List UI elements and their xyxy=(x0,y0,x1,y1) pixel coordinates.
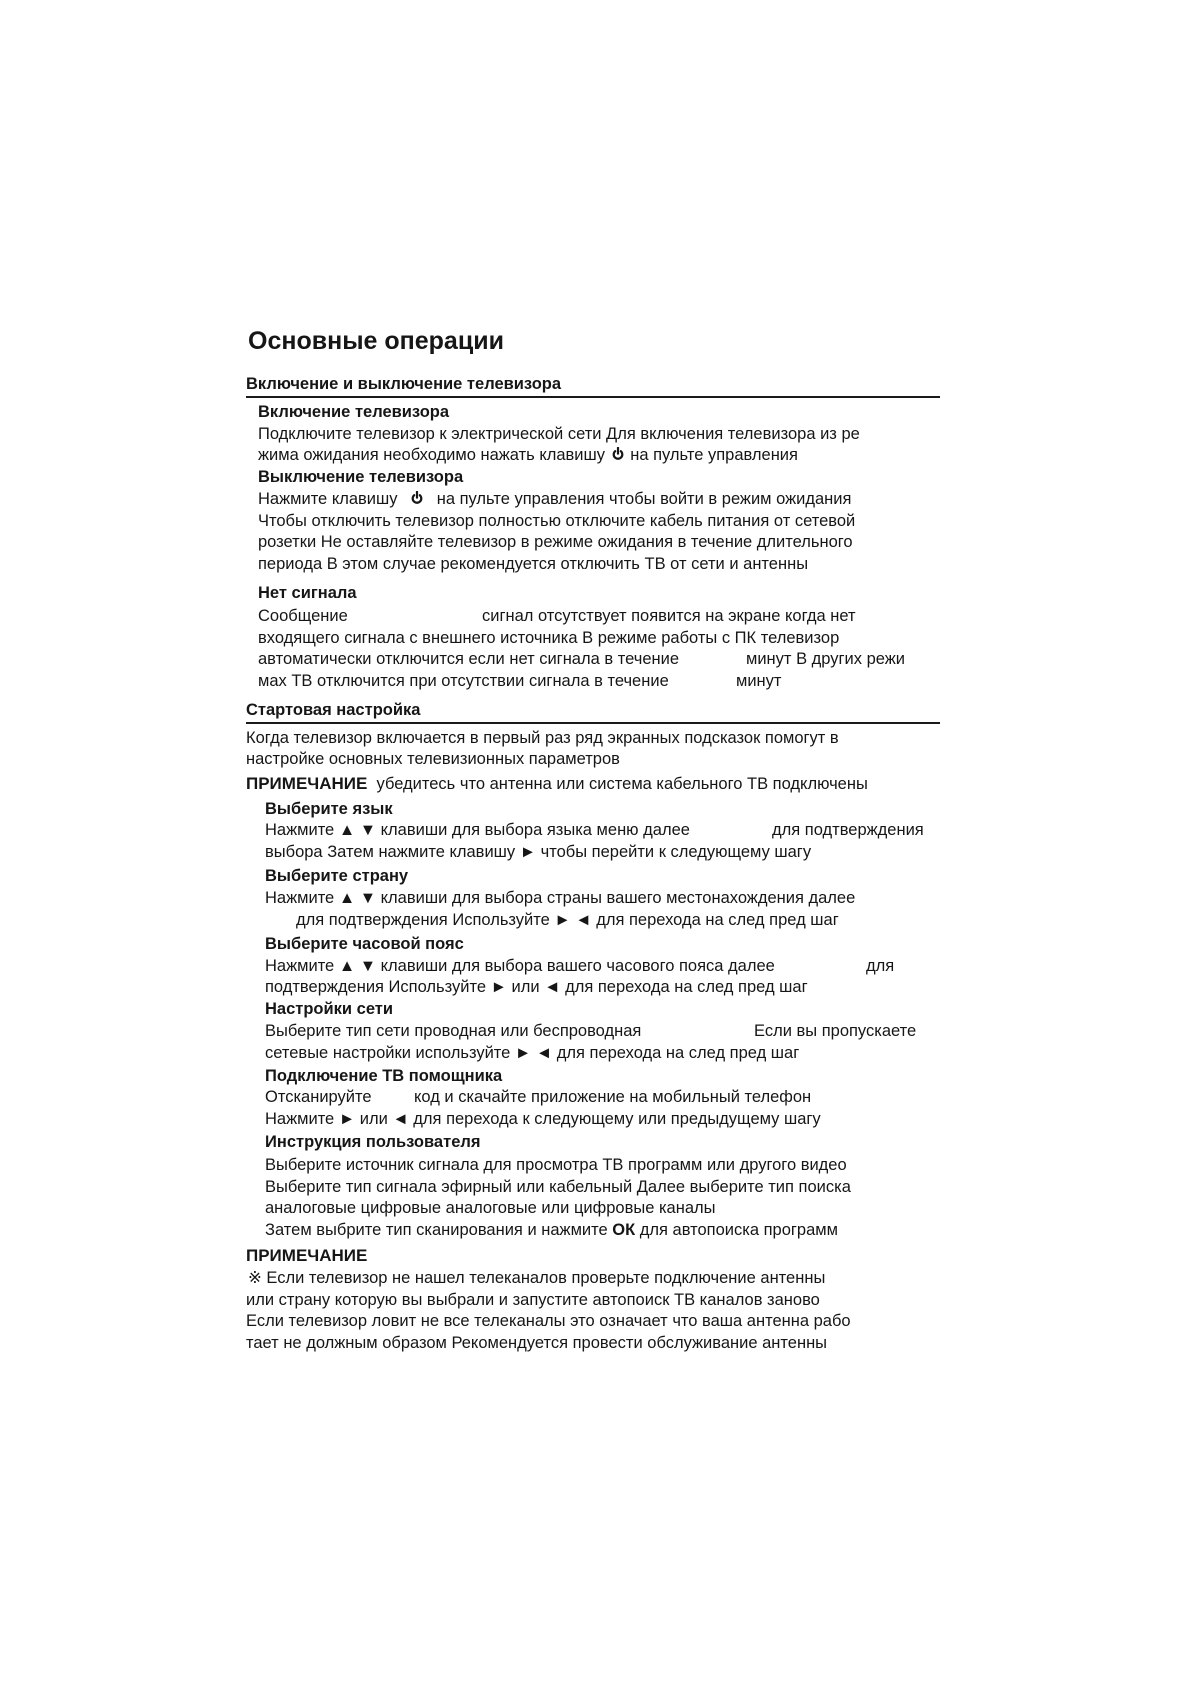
power-off-text: на пульте управления чтобы войти в режим ожидания xyxy=(436,490,852,508)
setup-intro-line: Когда телевизор включается в первый раз ряд экранных подсказок помогут в xyxy=(246,729,839,747)
tv-assistant-line: Нажмите ► или ◄ для перехода к следующему или предыдущему шагу xyxy=(265,1110,821,1128)
timezone-line: подтверждения Используйте ► или ◄ для перехода на след пред шаг xyxy=(265,978,808,996)
power-icon xyxy=(411,491,423,505)
note-line: ※ Если телевизор не нашел телеканалов проверьте подключение антенны xyxy=(248,1269,826,1287)
power-on-text: жима ожидания необходимо нажать клавишу xyxy=(258,446,606,464)
note-heading: ПРИМЕЧАНИЕ xyxy=(246,1246,368,1265)
subheading-timezone: Выберите часовой пояс xyxy=(265,935,464,953)
note-line: тает не должным образом Рекомендуется провести обслуживание антенны xyxy=(246,1334,828,1352)
power-off-line xyxy=(258,489,851,511)
user-guide-text: Затем выбрите тип сканирования и нажмите xyxy=(265,1221,608,1239)
power-on-line xyxy=(258,445,798,467)
network-line: сетевые настройки используйте ► ◄ для перехода на след пред шаг xyxy=(265,1044,800,1062)
subheading-network: Настройки сети xyxy=(265,1000,393,1018)
subheading-power-on: Включение телевизора xyxy=(258,403,450,421)
note-line xyxy=(246,773,868,796)
note-line: Если телевизор ловит не все телеканалы это означает что ваша антенна рабо xyxy=(246,1312,851,1330)
power-on-text: на пульте управления xyxy=(630,446,798,464)
no-signal-line: Сообщение xyxy=(258,607,348,625)
subheading-language: Выберите язык xyxy=(265,800,393,818)
language-line: выбора Затем нажмите клавишу ► чтобы перейти к следующему шагу xyxy=(265,843,812,861)
network-line: Выберите тип сети проводная или беспроводная xyxy=(265,1022,642,1040)
no-signal-line: минут В других режи xyxy=(746,650,906,668)
no-signal-line: автоматически отключится если нет сигнала в течение xyxy=(258,650,679,668)
timezone-line: Нажмите ▲ ▼ клавиши для выбора вашего часового пояса далее xyxy=(265,957,775,975)
setup-intro-line: настройке основных телевизионных параметров xyxy=(246,750,620,768)
power-off-line: розетки Не оставляйте телевизор в режиме ожидания в течение длительного xyxy=(258,533,853,551)
timezone-line: для xyxy=(866,957,895,975)
subheading-country: Выберите страну xyxy=(265,867,409,885)
section-heading-setup: Стартовая настройка xyxy=(246,700,940,724)
note-line: или страну которую вы выбрали и запустите автопоиск ТВ каналов заново xyxy=(246,1291,820,1309)
user-guide-line: аналоговые цифровые аналоговые или цифровые каналы xyxy=(265,1199,716,1217)
language-line: Нажмите ▲ ▼ клавиши для выбора языка меню далее xyxy=(265,821,690,839)
section-heading-power: Включение и выключение телевизора xyxy=(246,374,940,398)
network-line: Если вы пропускаете xyxy=(754,1022,917,1040)
no-signal-line: входящего сигнала с внешнего источника В режиме работы с ПК телевизор xyxy=(258,629,840,647)
power-off-line: периода В этом случае рекомендуется отключить ТВ от сети и антенны xyxy=(258,555,809,573)
language-line: для подтверждения xyxy=(772,821,924,839)
no-signal-line: минут xyxy=(736,672,782,690)
tv-assistant-line: код и скачайте приложение на мобильный телефон xyxy=(414,1088,812,1106)
user-guide-line: Выберите тип сигнала эфирный или кабельный Далее выберите тип поиска xyxy=(265,1178,851,1196)
power-off-text: Нажмите клавишу xyxy=(258,490,398,508)
user-guide-text: для автопоиска программ xyxy=(639,1221,838,1239)
ok-key-label: ОК xyxy=(612,1221,636,1239)
country-line: для подтверждения Используйте ► ◄ для перехода на след пред шаг xyxy=(296,911,839,929)
power-off-line: Чтобы отключить телевизор полностью отключите кабель питания от сетевой xyxy=(258,512,856,530)
user-guide-line xyxy=(265,1220,838,1242)
page-title: Основные операции xyxy=(248,327,504,355)
no-signal-line: сигнал отсутствует появится на экране когда нет xyxy=(482,607,856,625)
note-label: ПРИМЕЧАНИЕ xyxy=(246,774,368,793)
country-line: Нажмите ▲ ▼ клавиши для выбора страны вашего местонахождения далее xyxy=(265,889,856,907)
subheading-tv-assistant: Подключение ТВ помощника xyxy=(265,1067,503,1085)
note-text: убедитесь что антенна или система кабельного ТВ подключены xyxy=(376,775,868,793)
subheading-power-off: Выключение телевизора xyxy=(258,468,464,486)
power-icon xyxy=(612,447,624,461)
subheading-no-signal: Нет сигнала xyxy=(258,584,357,602)
subheading-user-guide: Инструкция пользователя xyxy=(265,1133,481,1151)
power-on-line: Подключите телевизор к электрической сети Для включения телевизора из ре xyxy=(258,425,860,443)
tv-assistant-line: Отсканируйте xyxy=(265,1088,372,1106)
no-signal-line: мах ТВ отключится при отсутствии сигнала в течение xyxy=(258,672,669,690)
user-guide-line: Выберите источник сигнала для просмотра ТВ программ или другого видео xyxy=(265,1156,847,1174)
